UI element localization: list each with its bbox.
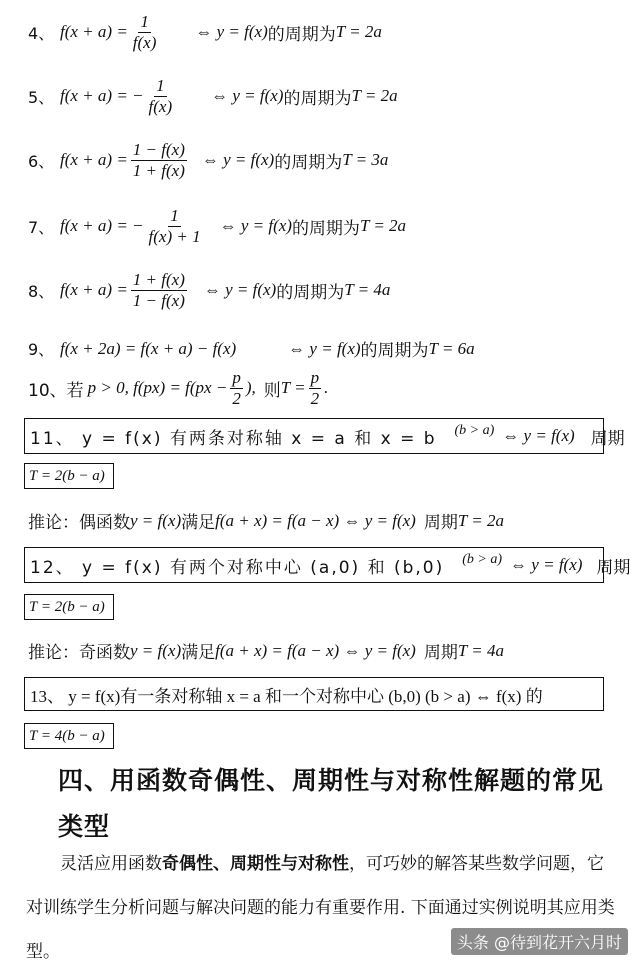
period-label: T = xyxy=(280,378,306,398)
fraction: $\frac{1 + f(x)}{1 - f(x)}$ xyxy=(132,270,185,310)
item-12-text: 12、 y = f(x) 有两个对称中心 (a,0) 和 (b,0) xyxy=(30,557,445,578)
satisfies-text: 满足 xyxy=(181,513,216,533)
period-value: T = 6a xyxy=(428,338,475,358)
item-number: 5、 xyxy=(28,87,55,107)
equivalence: ⇔ y = f(x) xyxy=(219,216,292,236)
item-11-period: T = 2(b − a) xyxy=(29,467,105,484)
formula-row-4 xyxy=(28,12,382,52)
corollary-2 xyxy=(28,638,504,663)
period-text: 的周期为 xyxy=(360,341,429,361)
fraction: $\frac{p}{2}$ xyxy=(310,368,320,408)
equivalence: ⇔ y = f(x) xyxy=(502,426,575,445)
item-number: 6、 xyxy=(28,151,55,171)
period-text: 的周期为 xyxy=(274,152,343,173)
equation: f(a + x) = f(a − x) ⇔ y = f(x) xyxy=(215,510,416,530)
formula-row-10 xyxy=(28,368,328,408)
formula-lhs: f(x + a) = − xyxy=(60,216,144,236)
function: y = f(x) xyxy=(130,640,182,660)
period-text: 周期 xyxy=(590,428,625,449)
formula-row-8 xyxy=(28,270,390,310)
equivalence: ⇔ y = f(x) xyxy=(510,555,583,574)
formula-row-5 xyxy=(28,76,398,116)
period-text: 的周期为 xyxy=(291,218,360,239)
item-number: 8、 xyxy=(28,281,55,301)
period-value: T = 2a xyxy=(335,22,382,42)
period-text: 周期 xyxy=(596,557,631,578)
fraction: $\frac{p}{2}$ xyxy=(232,368,241,408)
period-text: 周期 xyxy=(423,643,458,663)
period-value: T = 3a xyxy=(342,150,389,170)
item-12-condition: (b > a) xyxy=(462,552,503,567)
equivalence: ⇔ y = f(x) xyxy=(195,22,268,42)
satisfies-text: 满足 xyxy=(181,643,216,663)
period-value: T = 4a xyxy=(457,640,504,660)
period-text: 的周期为 xyxy=(283,88,352,109)
condition: p > 0, f(px) = f(px − xyxy=(87,378,228,398)
formula-lhs: f(x + a) = xyxy=(60,150,128,170)
period-value: T = 2a xyxy=(359,216,407,236)
equivalence: ⇔ y = f(x) xyxy=(288,338,361,358)
item-13-text: 13、 y = f(x)有一条对称轴 x = a 和一个对称中心 (b,0) (b > a) ⇔ f(x) 的 xyxy=(30,686,543,706)
section-heading: 四、用函数奇偶性、周期性与对称性解题的常见类型 xyxy=(58,766,605,841)
item-number: 4、 xyxy=(28,23,55,43)
fraction: $\frac{1}{f(x)}$ xyxy=(148,76,173,116)
formula-row-9 xyxy=(28,336,475,361)
corollary-label: 推论：偶函数 xyxy=(28,513,130,533)
item-11-text: 11、 y = f(x) 有两条对称轴 x = a 和 x = b xyxy=(30,428,437,449)
item-12-line xyxy=(30,552,630,578)
equivalence: ⇔ y = f(x) xyxy=(211,86,284,106)
period-end: . xyxy=(324,378,329,398)
period-value: T = 2a xyxy=(457,510,504,530)
para-text-a: 灵活应用函数 xyxy=(60,854,162,874)
formula-row-6 xyxy=(28,140,388,180)
formula-lhs: f(x + a) = xyxy=(60,280,128,300)
item-13-period: T = 4(b − a) xyxy=(29,727,105,744)
item-number: 10、若 xyxy=(28,380,84,401)
corollary-1 xyxy=(28,508,504,533)
item-number: 7、 xyxy=(28,217,55,237)
period-value: T = 4a xyxy=(344,280,391,300)
formula-row-7 xyxy=(28,206,406,246)
equivalence: ⇔ y = f(x) xyxy=(203,280,277,300)
formula-lhs: f(x + a) = − xyxy=(60,86,144,106)
then-text: 则 xyxy=(263,380,281,401)
equivalence: ⇔ y = f(x) xyxy=(201,150,275,170)
period-text: 的周期为 xyxy=(267,24,336,45)
equation: f(a + x) = f(a − x) ⇔ y = f(x) xyxy=(215,640,416,660)
period-value: T = 2a xyxy=(351,86,398,106)
period-text: 周期 xyxy=(423,513,458,533)
formula-lhs: f(x + a) = xyxy=(60,22,128,42)
fraction: $\frac{1}{f(x) + 1}$ xyxy=(148,206,201,246)
item-12-period: T = 2(b − a) xyxy=(29,598,105,615)
para-bold: 奇偶性、周期性与对称性 xyxy=(162,854,349,874)
watermark: 头条 @待到花开六月时 xyxy=(451,928,628,955)
para-text-b: ，可巧妙的解答某些数学问题，它对训练学生分析问题与解决问题的能力有重要作用. 下面通过实例说明其应用类型。 xyxy=(26,854,615,962)
function: y = f(x) xyxy=(130,510,182,530)
fraction: $\frac{1}{f(x)}$ xyxy=(132,12,157,52)
corollary-label: 推论：奇函数 xyxy=(28,643,130,663)
item-11-condition: (b > a) xyxy=(454,423,495,438)
item-number: 9、 xyxy=(28,340,55,359)
close-paren: ), xyxy=(245,378,256,398)
period-text: 的周期为 xyxy=(276,282,345,303)
formula-lhs: f(x + 2a) = f(x + a) − f(x) xyxy=(60,338,237,358)
item-11-line xyxy=(30,423,625,449)
fraction: $\frac{1 - f(x)}{1 + f(x)}$ xyxy=(132,140,185,180)
